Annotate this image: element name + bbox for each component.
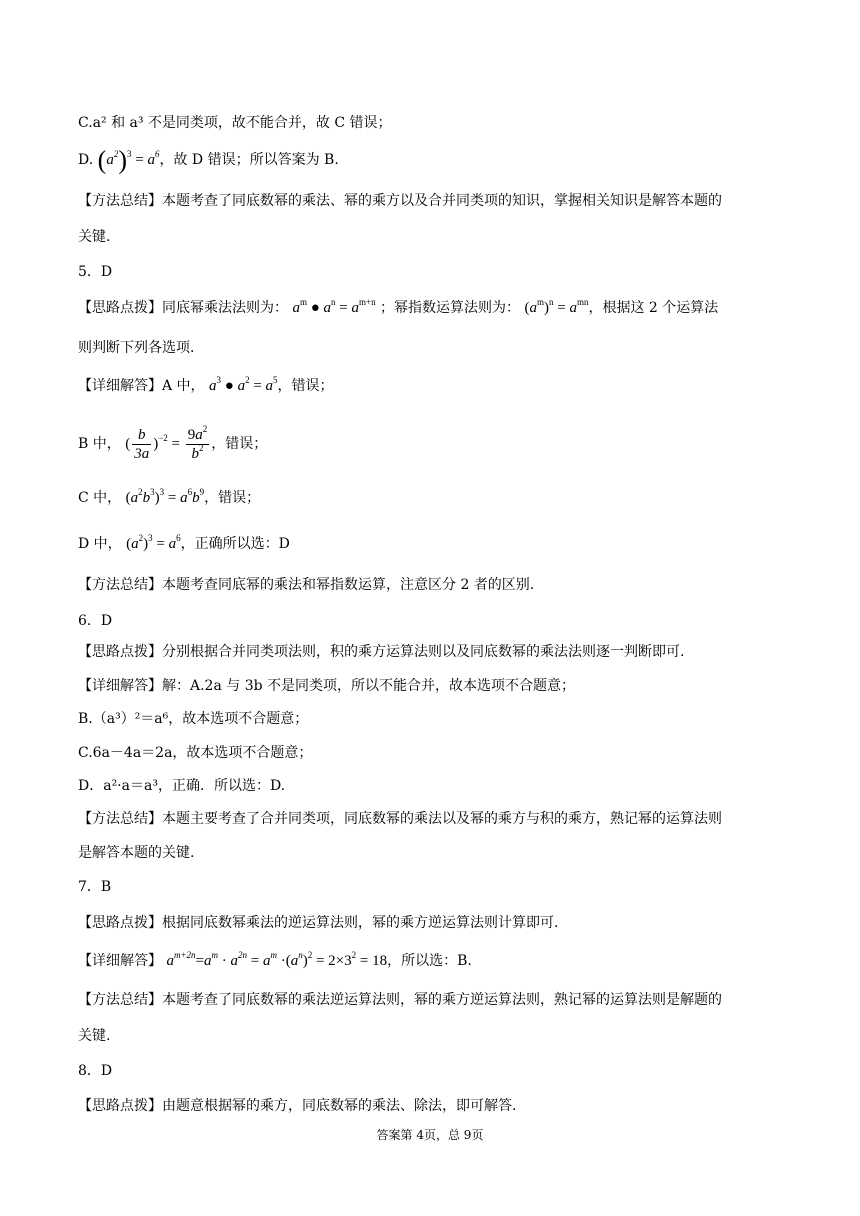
formula-product-rule: $a^m$ ● $a^n = a^{m+n}$ <box>292 297 376 316</box>
hint-8: 【思路点拨】由题意根据幂的乘方，同底数幂的乘法、除法，即可解答. <box>78 1098 517 1114</box>
answer-5: 5．D <box>78 264 113 280</box>
hint-5: 【思路点拨】同底幂乘法法则为： $a^m$ ● $a^n = a^{m+n}$ ；幂指数运算法则为： $(a^m)^n = a^{mn}$，根据这 2 个运算法 <box>78 297 719 316</box>
formula-d: $(a^2)^3 = a^6$ <box>97 145 160 175</box>
detail-5-d: D 中， $(a^2)^3 = a^6$，正确所以选：D <box>78 533 290 552</box>
method-summary-4: 【方法总结】本题考查了同底数幂的乘法、幂的乘方以及合并同类项的知识，掌握相关知识是解答本题的 <box>78 193 722 209</box>
formula-power-rule: $(a^m)^n = a^{mn}$ <box>524 297 589 316</box>
detail-5-a: 【详细解答】A 中， $a^3$ ● $a^2 = a^5$，错误； <box>78 375 334 394</box>
line-c-option: C.a² 和 a³ 不是同类项，故不能合并，故 C 错误； <box>78 115 392 131</box>
method-summary-7-cont: 关键. <box>78 1028 111 1044</box>
hint-7: 【思路点拨】根据同底数幂乘法的逆运算法则，幂的乘方逆运算法则计算即可. <box>78 915 559 931</box>
method-summary-7: 【方法总结】本题考查了同底数幂的乘法逆运算法则，幂的乘方逆运算法则，熟记幂的运算法则是解题的 <box>78 992 722 1008</box>
hint-6: 【思路点拨】分别根据合并同类项法则，积的乘方运算法则以及同底数幂的乘法法则逐一判断即可. <box>78 644 685 660</box>
answer-8: 8．D <box>78 1063 113 1079</box>
formula-5d: $(a^2)^3 = a^6$ <box>126 533 181 552</box>
detail-7: 【详细解答】 $a^{m+2n}=a^m \cdot a^{2n} = a^m \cdot(a^n)^2 = 2\times 3^2 = 18$，所以选：B. <box>78 950 472 969</box>
method-summary-6: 【方法总结】本题主要考查了合并同类项，同底数幂的乘法以及幂的乘方与积的乘方，熟记幂的运算法则 <box>78 811 722 827</box>
answer-6: 6．D <box>78 613 113 629</box>
detail-6-b: B.（a³）²＝a⁶，故本选项不合题意； <box>78 711 309 727</box>
formula-5c: $(a^2b^3)^3 = a^6b^9$ <box>125 487 205 506</box>
formula-7: $a^{m+2n}=a^m \cdot a^{2n} = a^m \cdot(a^n)^2 = 2\times 3^2 = 18$ <box>166 950 388 969</box>
method-summary-6-cont: 是解答本题的关键. <box>78 845 195 861</box>
detail-5-b: B 中， ( $\frac{b}{3a}$ )$^{-2}$ = $\frac{9a^2}{b^2}$ ，错误； <box>78 424 268 463</box>
detail-6: 【详细解答】解：A.2a 与 3b 不是同类项，所以不能合并，故本选项不合题意； <box>78 678 576 694</box>
method-summary-4-cont: 关键. <box>78 229 111 245</box>
formula-5a: $a^3$ ● $a^2 = a^5$ <box>209 375 278 394</box>
method-summary-5: 【方法总结】本题考查同底幂的乘法和幂指数运算，注意区分 2 者的区别. <box>78 577 535 593</box>
line-d-option: D. $(a^2)^3 = a^6$，故 D 错误；所以答案为 B. <box>78 145 339 175</box>
detail-5-c: C 中， $(a^2b^3)^3 = a^6b^9$，错误； <box>78 487 261 506</box>
page-footer: 答案第 4页，总 9页 <box>376 1128 484 1142</box>
answer-7: 7．B <box>78 879 112 895</box>
formula-5b: ( $\frac{b}{3a}$ )$^{-2}$ = $\frac{9a^2}{b^2}$ <box>125 424 208 463</box>
detail-6-c: C.6a－4a＝2a，故本选项不合题意； <box>78 745 313 761</box>
detail-6-d: D．a²·a＝a³，正确．所以选：D. <box>78 778 286 794</box>
hint-5-cont: 则判断下列各选项. <box>78 340 195 356</box>
